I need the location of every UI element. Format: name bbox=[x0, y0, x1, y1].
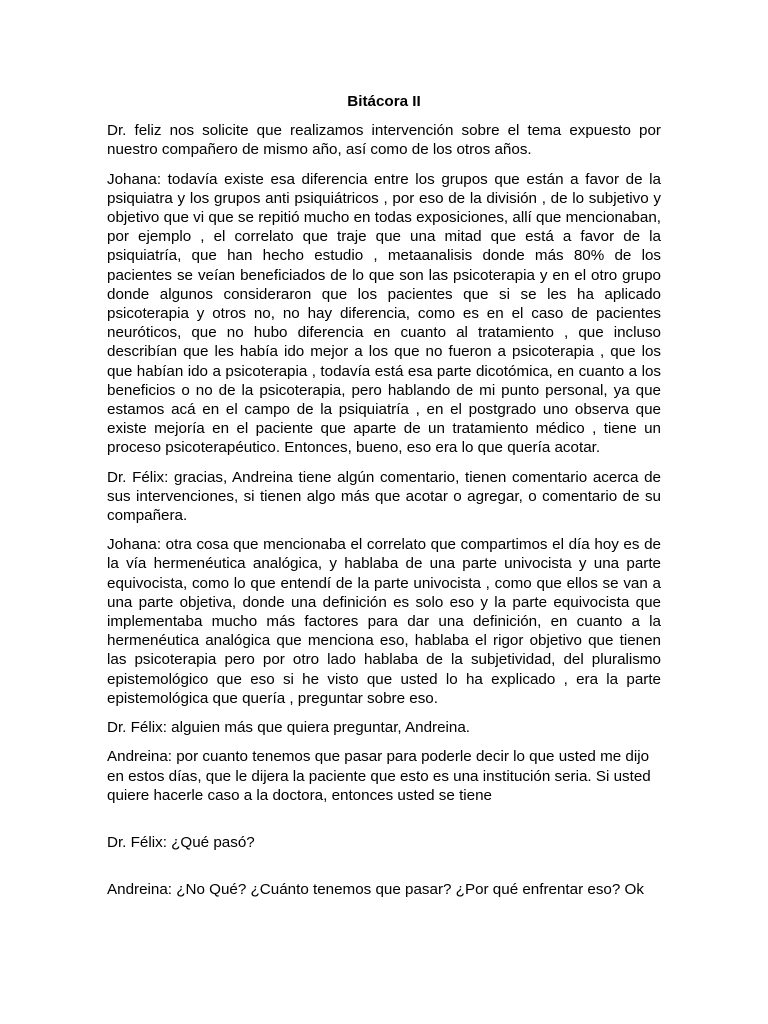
document-page bbox=[107, 92, 661, 909]
paragraph-andreina-1: Andreina: por cuanto tenemos que pasar para poderle decir lo que usted me dijo en estos días, que le dijera la paciente que esto es una institución seria. Si usted quiere hacerle caso a la doctora, entonces usted se tiene bbox=[107, 748, 651, 804]
paragraph-johana-2: Johana: otra cosa que mencionaba el correlato que compartimos el día hoy es de la vía hermenéutica analógica, y hablaba de una parte univocista y una parte equivocista, como lo que entendí de la parte univocista , como que ellos se van a una parte objetiva, donde una definición es solo eso y la parte equivocista que implementaba mucho más factores para dar una definición, en cuanto a la hermenéutica analógica que menciona eso, hablaba el rigor objetivo que tienen las psicoterapia pero por otro lado hablaba de la subjetividad, del pluralismo epistemológico que eso si he visto que usted lo ha explicado , era la parte epistemológica que quería , preguntar sobre eso. bbox=[107, 536, 661, 707]
paragraph-intro: Dr. feliz nos solicite que realizamos intervención sobre el tema expuesto por nuestro compañero de mismo año, así como de los otros años. bbox=[107, 122, 661, 159]
document-title: Bitácora II bbox=[347, 93, 421, 110]
paragraph-felix-3: Dr. Félix: ¿Qué pasó? bbox=[107, 833, 255, 851]
paragraph-felix-1: Dr. Félix: gracias, Andreina tiene algún comentario, tienen comentario acerca de sus intervenciones, si tienen algo más que acotar o agregar, o comentario de su compañera. bbox=[107, 468, 661, 525]
paragraph-felix-2: Dr. Félix: alguien más que quiera preguntar, Andreina. bbox=[107, 719, 471, 737]
paragraph-johana-1: Johana: todavía existe esa diferencia entre los grupos que están a favor de la psiquiatra y los grupos anti psiquiátricos , por eso de la división , de lo subjetivo y objetivo que vi que se repitió mucho en todas exposiciones, allí que mencionaban, por ejemplo , el correlato que traje que una mitad que está a favor de la psiquiatría, que han hecho estudio , metaanalisis donde más 80% de los pacientes se veían beneficiados de lo que son las psicoterapia y en el otro grupo donde algunos consideraron que los pacientes que si se les ha aplicado psicoterapia y otros no, no hay diferencia, como es en el caso de pacientes neuróticos, que no hubo diferencia en cuanto al tratamiento , que incluso describían que les había ido mejor a los que no fueron a psicoterapia , que los que habían ido a psicoterapia , todavía está esa parte dicotómica, en cuanto a los beneficios o no de la psicoterapia, pero hablando de mi punto personal, ya que estamos acá en el campo de la psiquiatría , en el postgrado uno observa que existe mejoría en el paciente que aparte de un tratamiento médico , tiene un proceso psicoterapéutico. Entonces, bueno, eso era lo que quería acotar. bbox=[107, 170, 661, 457]
paragraph-andreina-2: Andreina: ¿No Qué? ¿Cuánto tenemos que pasar? ¿Por qué enfrentar eso? Ok bbox=[107, 881, 644, 899]
